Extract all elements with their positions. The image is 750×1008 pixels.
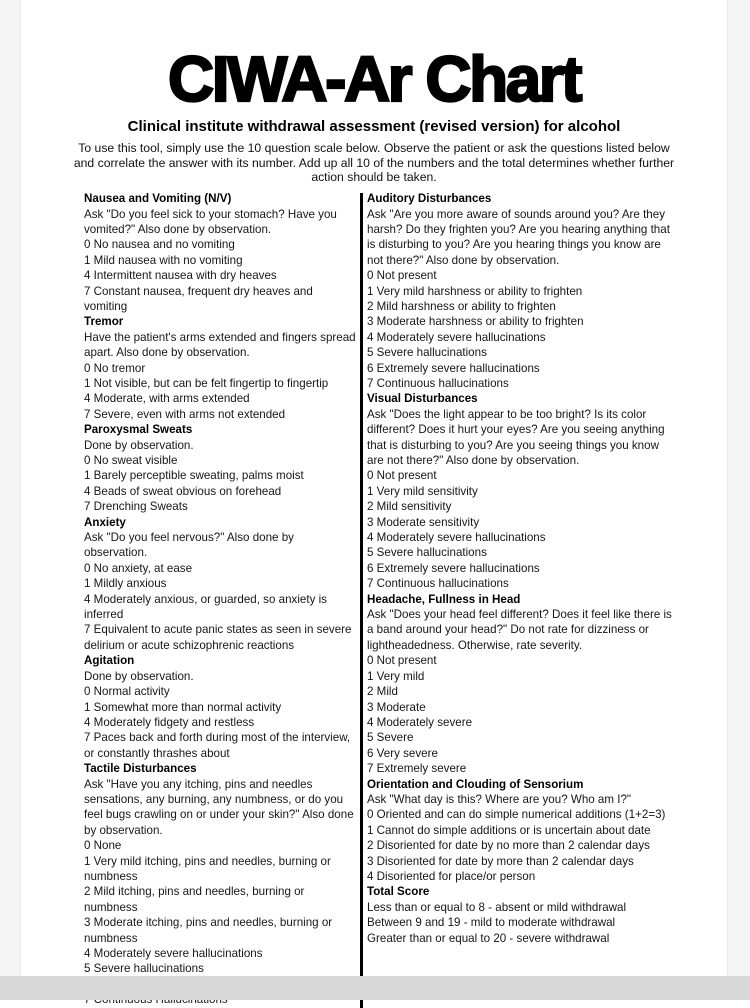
score-item: 4 Moderately fidgety and restless bbox=[84, 715, 255, 729]
score-item: 3 Moderate sensitivity bbox=[367, 515, 480, 529]
score-item: 1 Somewhat more than normal activity bbox=[84, 700, 282, 714]
score-item: 6 Extremely severe hallucinations bbox=[367, 361, 540, 375]
score-item: 1 Mildly anxious bbox=[84, 577, 167, 591]
score-item: 3 Moderate bbox=[367, 700, 426, 714]
score-item: 7 Extremely severe bbox=[367, 762, 467, 776]
score-item: 7 Paces back and forth during most of the interview, or constantly thrashes about bbox=[84, 731, 351, 760]
assessment-section bbox=[367, 391, 673, 591]
section-description: Have the patient's arms extended and fingers spread apart. Also done by observation. bbox=[84, 330, 356, 360]
section-heading: Total Score bbox=[367, 885, 430, 899]
assessment-section bbox=[84, 515, 356, 654]
page-subtitle: Clinical institute withdrawal assessment (revised version) for alcohol bbox=[127, 117, 621, 135]
section-description: Ask "Do you feel sick to your stomach? Have you vomited?" Also done by observation. bbox=[84, 207, 337, 236]
score-item: Between 9 and 19 - mild to moderate withdrawal bbox=[367, 916, 616, 930]
score-item: 1 Very mild itching, pins and needles, burning or numbness bbox=[84, 854, 331, 883]
score-item: 2 Mild sensitivity bbox=[367, 500, 452, 514]
section-heading: Tremor bbox=[84, 315, 124, 329]
score-item: 1 Barely perceptible sweating, palms moist bbox=[84, 469, 304, 483]
assessment-section bbox=[84, 422, 356, 514]
intro-text: To use this tool, simply use the 10 question scale below. Observe the patient or ask the questions listed below and correlate the answer with its number. Add up all 10 of the numbers and the total determines whether further action should be taken. bbox=[73, 140, 675, 185]
score-item: 0 Not present bbox=[367, 654, 437, 668]
score-item: 1 Very mild harshness or ability to frighten bbox=[367, 284, 583, 298]
assessment-section bbox=[84, 653, 356, 761]
score-item: 0 None bbox=[84, 839, 122, 853]
left-column bbox=[84, 191, 356, 1008]
section-description: Ask "What day is this? Where are you? Who am I?" bbox=[367, 792, 632, 806]
score-item: Greater than or equal to 20 - severe withdrawal bbox=[367, 931, 610, 945]
section-heading: Anxiety bbox=[84, 515, 126, 529]
score-item: 3 Moderate harshness or ability to frighten bbox=[367, 315, 584, 329]
score-item: 1 Not visible, but can be felt fingertip to fingertip bbox=[84, 376, 329, 390]
section-description: Ask "Does your head feel different? Does it feel like there is a band around your head?" Do not rate for dizziness or lightheadedness. Otherwise, rate severity. bbox=[367, 608, 672, 652]
score-item: 4 Intermittent nausea with dry heaves bbox=[84, 269, 277, 283]
score-item: 7 Drenching Sweats bbox=[84, 500, 188, 514]
score-item: 0 No nausea and no vomiting bbox=[84, 238, 235, 252]
score-item: 1 Very mild bbox=[367, 669, 425, 683]
section-description: Done by observation. bbox=[84, 438, 194, 452]
score-item: 2 Mild bbox=[367, 685, 398, 699]
score-item: 7 Equivalent to acute panic states as seen in severe delirium or acute schizophrenic reactions bbox=[84, 623, 352, 652]
score-item: 0 Normal activity bbox=[84, 685, 170, 699]
score-item: 3 Moderate itching, pins and needles, burning or numbness bbox=[84, 916, 333, 945]
score-item: 0 Not present bbox=[367, 269, 437, 283]
score-item: Less than or equal to 8 - absent or mild withdrawal bbox=[367, 900, 627, 914]
section-description: Ask "Do you feel nervous?" Also done by observation. bbox=[84, 531, 294, 560]
score-item: 4 Beads of sweat obvious on forehead bbox=[84, 484, 282, 498]
assessment-section bbox=[84, 191, 356, 314]
score-item: 0 No sweat visible bbox=[84, 454, 178, 468]
score-item: 5 Severe hallucinations bbox=[84, 962, 204, 976]
score-item: 6 Extremely severe hallucinations bbox=[367, 561, 540, 575]
score-item: 7 Continuous hallucinations bbox=[367, 577, 509, 591]
score-item: 4 Disoriented for place/or person bbox=[367, 869, 536, 883]
photo-background-right-edge bbox=[727, 0, 750, 1000]
score-item: 4 Moderately severe hallucinations bbox=[84, 947, 263, 961]
section-heading: Orientation and Clouding of Sensorium bbox=[367, 777, 584, 791]
section-heading: Auditory Disturbances bbox=[367, 192, 492, 206]
assessment-section bbox=[367, 592, 673, 777]
bottom-gray-band bbox=[0, 976, 750, 1000]
section-description: Done by observation. bbox=[84, 669, 194, 683]
score-item: 2 Mild itching, pins and needles, burning or numbness bbox=[84, 885, 305, 914]
section-heading: Tactile Disturbances bbox=[84, 762, 197, 776]
right-column bbox=[367, 191, 673, 1008]
score-item: 5 Severe bbox=[367, 731, 414, 745]
score-item: 3 Disoriented for date by more than 2 calendar days bbox=[367, 854, 634, 868]
score-item: 4 Moderately severe bbox=[367, 715, 473, 729]
score-item: 0 Oriented and can do simple numerical additions (1+2=3) bbox=[367, 808, 666, 822]
section-heading: Paroxysmal Sweats bbox=[84, 423, 193, 437]
assessment-section bbox=[84, 314, 356, 422]
score-item: 0 No tremor bbox=[84, 361, 146, 375]
score-item: 1 Cannot do simple additions or is uncertain about date bbox=[367, 823, 651, 837]
section-heading: Headache, Fullness in Head bbox=[367, 592, 521, 606]
photo-background-left-edge bbox=[0, 0, 21, 1000]
score-item: 5 Severe hallucinations bbox=[367, 346, 487, 360]
score-item: 1 Very mild sensitivity bbox=[367, 484, 478, 498]
score-item: 6 Very severe bbox=[367, 746, 438, 760]
score-item: 4 Moderately severe hallucinations bbox=[367, 330, 546, 344]
score-item: 2 Mild harshness or ability to frighten bbox=[367, 299, 556, 313]
section-description: Ask "Are you more aware of sounds around you? Are they harsh? Do they frighten you? Are you hearing anything that is disturbing to you? Are you hearing things you know are not there?" Also done by observation. bbox=[367, 207, 670, 267]
section-heading: Nausea and Vomiting (N/V) bbox=[84, 192, 232, 206]
score-item: 5 Severe hallucinations bbox=[367, 546, 487, 560]
assessment-columns bbox=[84, 191, 728, 1008]
assessment-section bbox=[84, 761, 356, 1008]
score-item: 1 Mild nausea with no vomiting bbox=[84, 253, 243, 267]
score-item: 4 Moderately severe hallucinations bbox=[367, 531, 546, 545]
score-item: 7 Severe, even with arms not extended bbox=[84, 407, 286, 421]
section-heading: Agitation bbox=[84, 654, 135, 668]
section-heading: Visual Disturbances bbox=[367, 392, 478, 406]
ciwa-poster bbox=[20, 0, 728, 1008]
section-description: Ask "Have you any itching, pins and needles sensations, any burning, any numbness, or do you feel bugs crawling on or under your skin?" Also done by observation. bbox=[84, 777, 354, 837]
assessment-section bbox=[367, 777, 673, 885]
score-item: 4 Moderately anxious, or guarded, so anxiety is inferred bbox=[84, 592, 327, 622]
column-divider bbox=[360, 193, 363, 1008]
score-item: 7 Continuous hallucinations bbox=[367, 376, 509, 390]
score-item: 4 Moderate, with arms extended bbox=[84, 392, 250, 406]
score-item: 0 Not present bbox=[367, 469, 437, 483]
assessment-section bbox=[367, 191, 673, 391]
assessment-section bbox=[367, 884, 673, 946]
page-title: CIWA-Ar Chart bbox=[168, 43, 580, 115]
score-item: 7 Constant nausea, frequent dry heaves and vomiting bbox=[84, 284, 313, 313]
section-description: Ask "Does the light appear to be too bright? Is its color different? Does it hurt your eyes? Are you seeing anything that is disturbing to you? Are you seeing things you know are not there?" Also done by observation. bbox=[367, 407, 665, 468]
score-item: 0 No anxiety, at ease bbox=[84, 561, 193, 575]
score-item: 2 Disoriented for date by no more than 2 calendar days bbox=[367, 839, 650, 853]
